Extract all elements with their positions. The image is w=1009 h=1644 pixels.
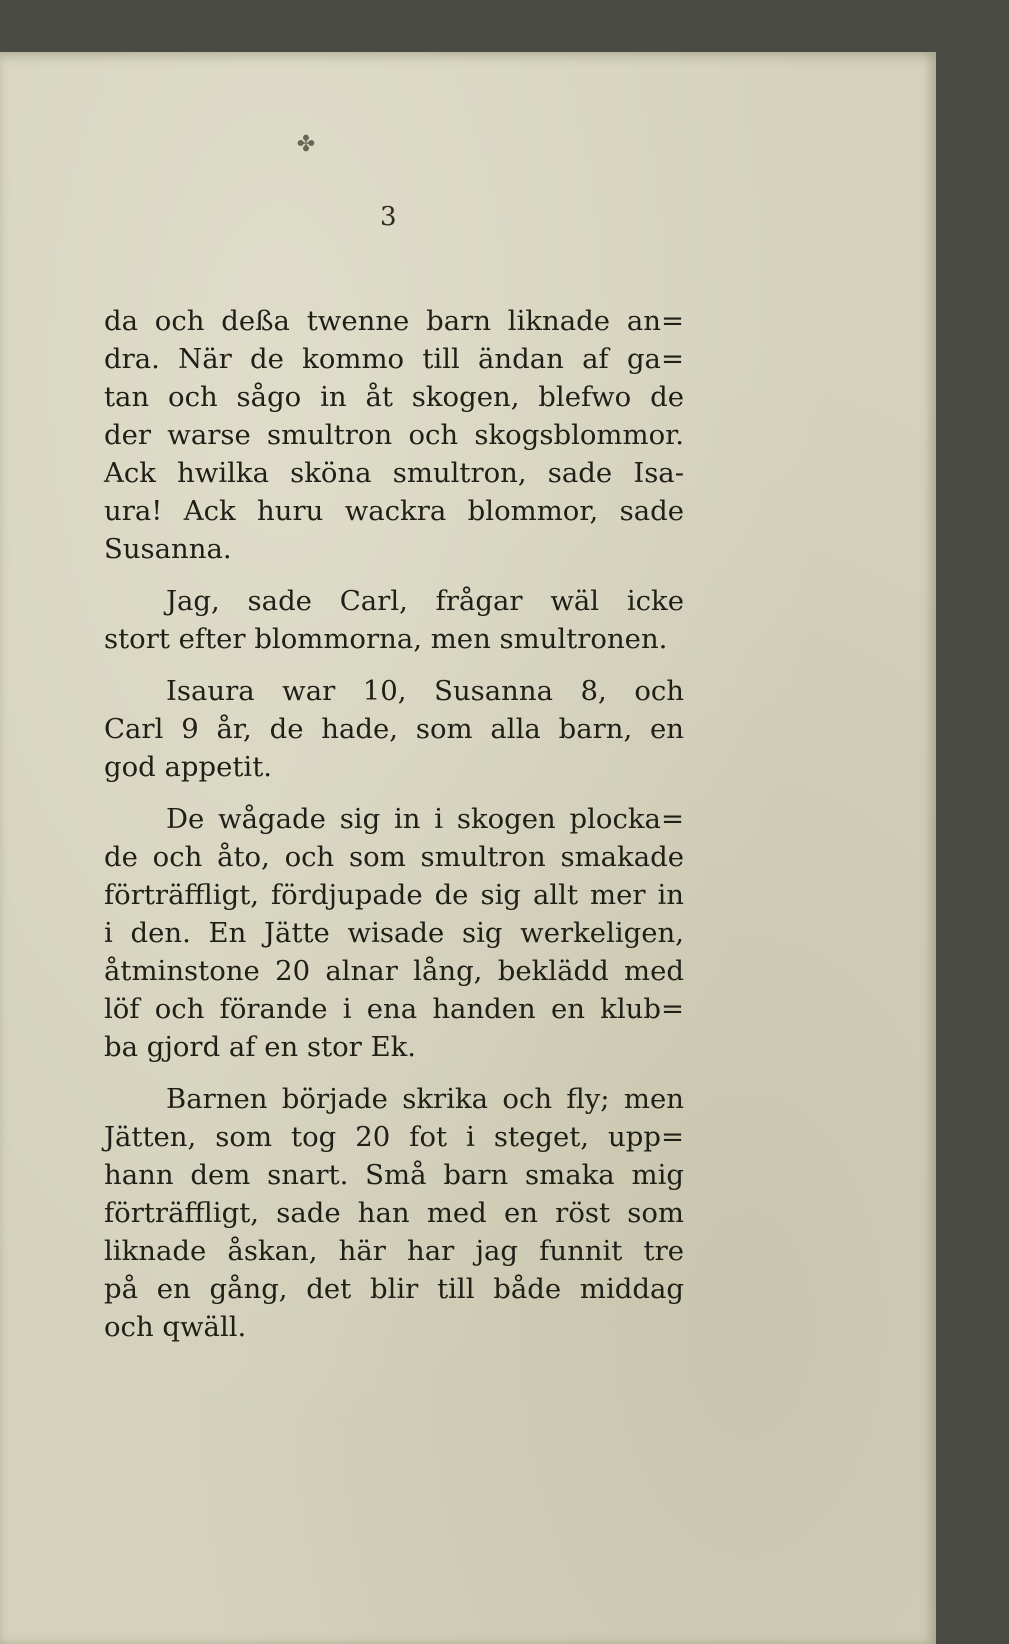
text-line: Susanna. <box>104 533 232 565</box>
body-text <box>104 302 684 1360</box>
paragraph-1 <box>104 302 684 568</box>
text-line: dra. När de kommo till ändan af ga= <box>104 343 684 375</box>
text-line: löf och förande i ena handen en klub= <box>104 993 684 1025</box>
printer-ornament: ✤ <box>296 132 316 157</box>
text-line: Ack hwilka sköna smultron, sade Isa- <box>104 457 684 489</box>
text-line: da och deßa twenne barn liknade an= <box>104 305 684 337</box>
book-page <box>0 52 936 1644</box>
text-line: ura! Ack huru wackra blommor, sade <box>104 495 684 527</box>
page-number: 3 <box>380 202 397 232</box>
text-line: Barnen började skrika och fly; men <box>166 1083 684 1115</box>
text-line: förträffligt, fördjupade de sig allt mer in <box>104 879 684 911</box>
paragraph-2 <box>104 582 684 658</box>
text-line: Jag, sade Carl, frågar wäl icke <box>166 585 684 617</box>
text-line: god appetit. <box>104 751 273 783</box>
text-line: De wågade sig in i skogen plocka= <box>166 803 684 835</box>
text-line: tan och sågo in åt skogen, blefwo de <box>104 381 684 413</box>
text-line: Jätten, som tog 20 fot i steget, upp= <box>104 1121 684 1153</box>
text-line: i den. En Jätte wisade sig werkeligen, <box>104 917 684 949</box>
text-line: hann dem snart. Små barn smaka mig <box>104 1159 684 1191</box>
text-line: de och åto, och som smultron smakade <box>104 841 684 873</box>
text-line: stort efter blommorna, men smultronen. <box>104 623 668 655</box>
text-line: och qwäll. <box>104 1311 247 1343</box>
text-line: Isaura war 10, Susanna 8, och <box>166 675 684 707</box>
paragraph-5 <box>104 1080 684 1346</box>
text-line: förträffligt, sade han med en röst som <box>104 1197 684 1229</box>
text-line: liknade åskan, här har jag funnit tre <box>104 1235 684 1267</box>
text-line: på en gång, det blir till både middag <box>104 1273 684 1305</box>
text-line: åtminstone 20 alnar lång, beklädd med <box>104 955 684 987</box>
text-line: ba gjord af en stor Ek. <box>104 1031 417 1063</box>
text-line: Carl 9 år, de hade, som alla barn, en <box>104 713 684 745</box>
paragraph-4 <box>104 800 684 1066</box>
paragraph-3 <box>104 672 684 786</box>
text-line: der warse smultron och skogsblommor. <box>104 419 684 451</box>
